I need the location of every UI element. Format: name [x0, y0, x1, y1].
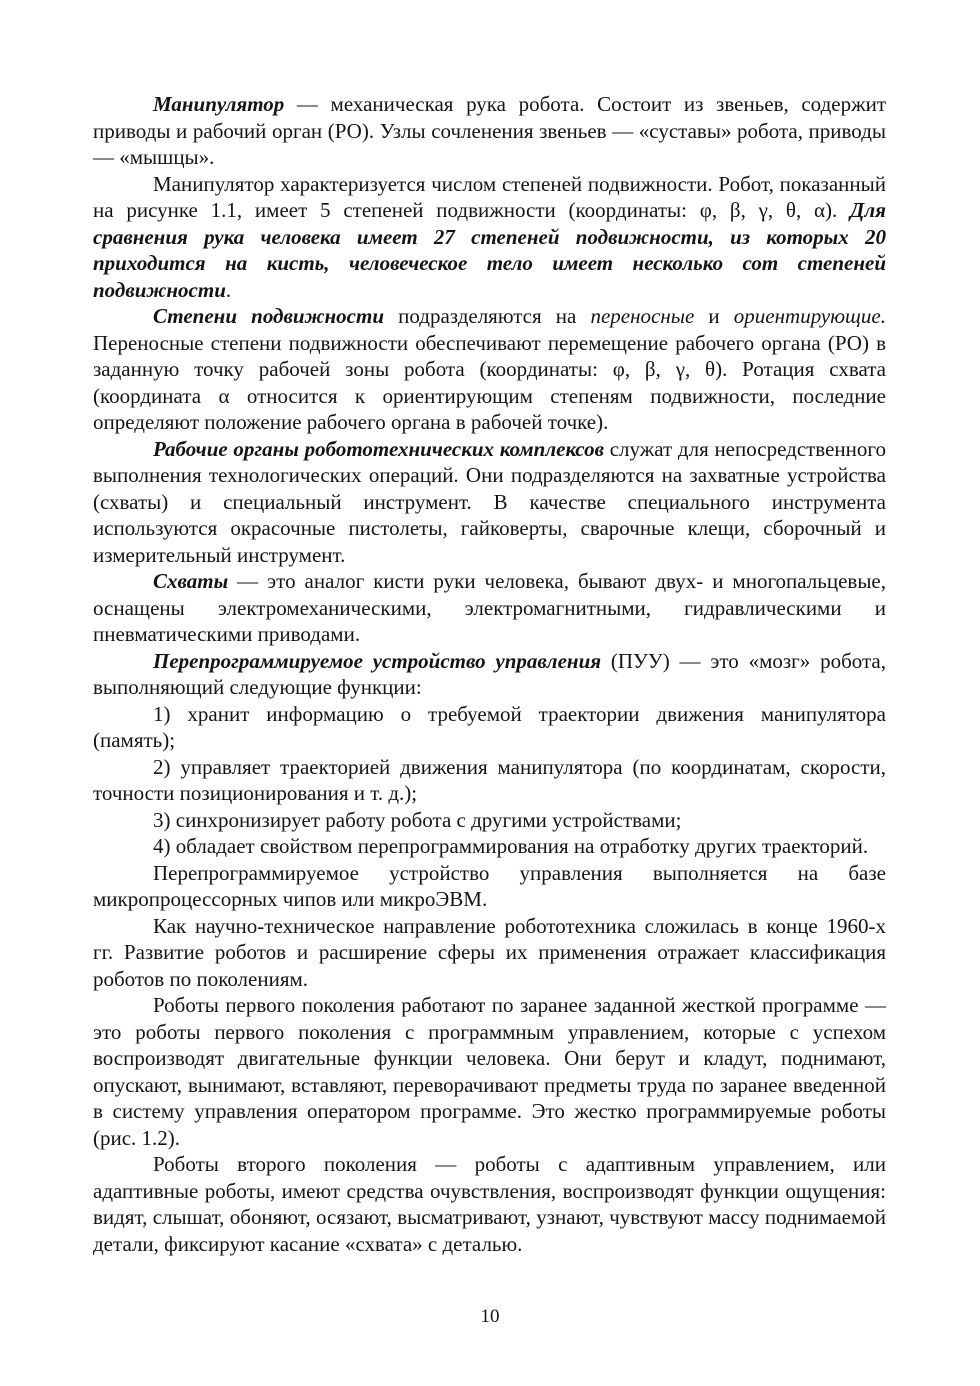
- italic-orienting: ориентирующие.: [733, 304, 886, 328]
- paragraph-text: и: [694, 304, 734, 328]
- paragraph-text: служат для непосредственного выполнения технологических операций. Они подразделяются на захватные устройства (схваты) и специальный инструмент. В качестве специального инструмента используются окрасочные пистолеты, гайковерты, сварочные клещи, сборочный и измерительный инструмент.: [93, 436, 886, 567]
- term-mobility-degrees: Степени подвижности: [153, 304, 385, 328]
- term-control-device: Перепрограммируемое устройство управления: [153, 648, 602, 673]
- function-item: 4) обладает свойством перепрограммирования на отработку других траекторий.: [153, 834, 869, 858]
- paragraph-control-device: [93, 648, 886, 701]
- paragraph-text: (ПУУ) — это «мозг» робота, выполняющий следующие функции:: [93, 648, 886, 699]
- function-item: 2) управляет траекторией движения манипулятора (по координатам, скорости, точности позиционирования и т. д.);: [93, 754, 886, 805]
- paragraph-degrees-of-freedom: [93, 171, 886, 304]
- paragraph-first-generation: Роботы первого поколения работают по заранее заданной жесткой программе — это роботы первого поколения с программным управлением, которые с успехом воспроизводят двигательные функции человека. Они берут и кладут, поднимают, опускают, вынимают, вставляют, переворачивают предметы труда по заранее введенной в систему управления оператором программе. Это жестко программируемые роботы (рис. 1.2).: [93, 993, 886, 1150]
- term-grippers: Схваты: [153, 569, 229, 593]
- page-body: [93, 91, 886, 1257]
- paragraph-manipulator: [93, 91, 886, 171]
- function-item: 3) синхронизирует работу робота с другими устройствами;: [153, 807, 682, 832]
- paragraph-second-generation: Роботы второго поколения — роботы с адаптивным управлением, или адаптивные роботы, имеют средства очувствления, воспроизводят функции ощущения: видят, слышат, обоняют, осязают, высматривают, узнают, чувствуют массу поднимаемой детали, фиксируют касание «схвата» с деталью.: [93, 1152, 886, 1256]
- paragraph-text: — это аналог кисти руки человека, бывают двух- и многопальцевые, оснащены электромеханическими, электромагнитными, гидравлическими и пневматическими приводами.: [93, 569, 886, 646]
- paragraph-mobility-types: [93, 303, 886, 436]
- paragraph-grippers: [93, 568, 886, 648]
- paragraph-text: Переносные степени подвижности обеспечивают перемещение рабочего органа (РО) в заданную точку рабочей зоны робота (координаты: φ, β, γ, θ). Ротация схвата (координата α относится к ориентирующим степеням подвижности, последние определяют положение рабочего органа в рабочей точке).: [93, 330, 886, 434]
- paragraph-text: — механическая рука робота. Состоит из звеньев, содержит приводы и рабочий орган (РО). Узлы сочленения звеньев — «суставы» робота, приводы — «мышцы».: [93, 92, 886, 169]
- function-item: 1) хранит информацию о требуемой траектории движения манипулятора (память);: [93, 701, 886, 752]
- term-working-organs: Рабочие органы робототехнических комплексов: [153, 436, 604, 461]
- paragraph-text: подразделяются на: [384, 304, 591, 328]
- emphasis-human-comparison: Для сравнения рука человека имеет 27 степеней подвижности, из которых 20 приходится на кисть, человеческое тело имеет несколько сот степеней подвижности: [93, 198, 886, 302]
- paragraph-working-organs: [93, 436, 886, 569]
- paragraph-history: Как научно-техническое направление робототехника сложилась в конце 1960-х гг. Развитие роботов и расширение сферы их применения отражает классификация роботов по поколениям.: [93, 913, 886, 991]
- page-number: 10: [480, 1306, 500, 1327]
- term-manipulator: Манипулятор: [153, 92, 285, 116]
- italic-portable: переносные: [590, 304, 695, 328]
- paragraph-microprocessor: Перепрограммируемое устройство управления выполняется на базе микропроцессорных чипов или микроЭВМ.: [93, 860, 886, 911]
- paragraph-text: Манипулятор характеризуется числом степеней подвижности. Робот, показанный на рисунке 1.1, имеет 5 степеней подвижности (координаты: φ, β, γ, θ, α).: [93, 171, 886, 222]
- paragraph-end: .: [225, 277, 232, 302]
